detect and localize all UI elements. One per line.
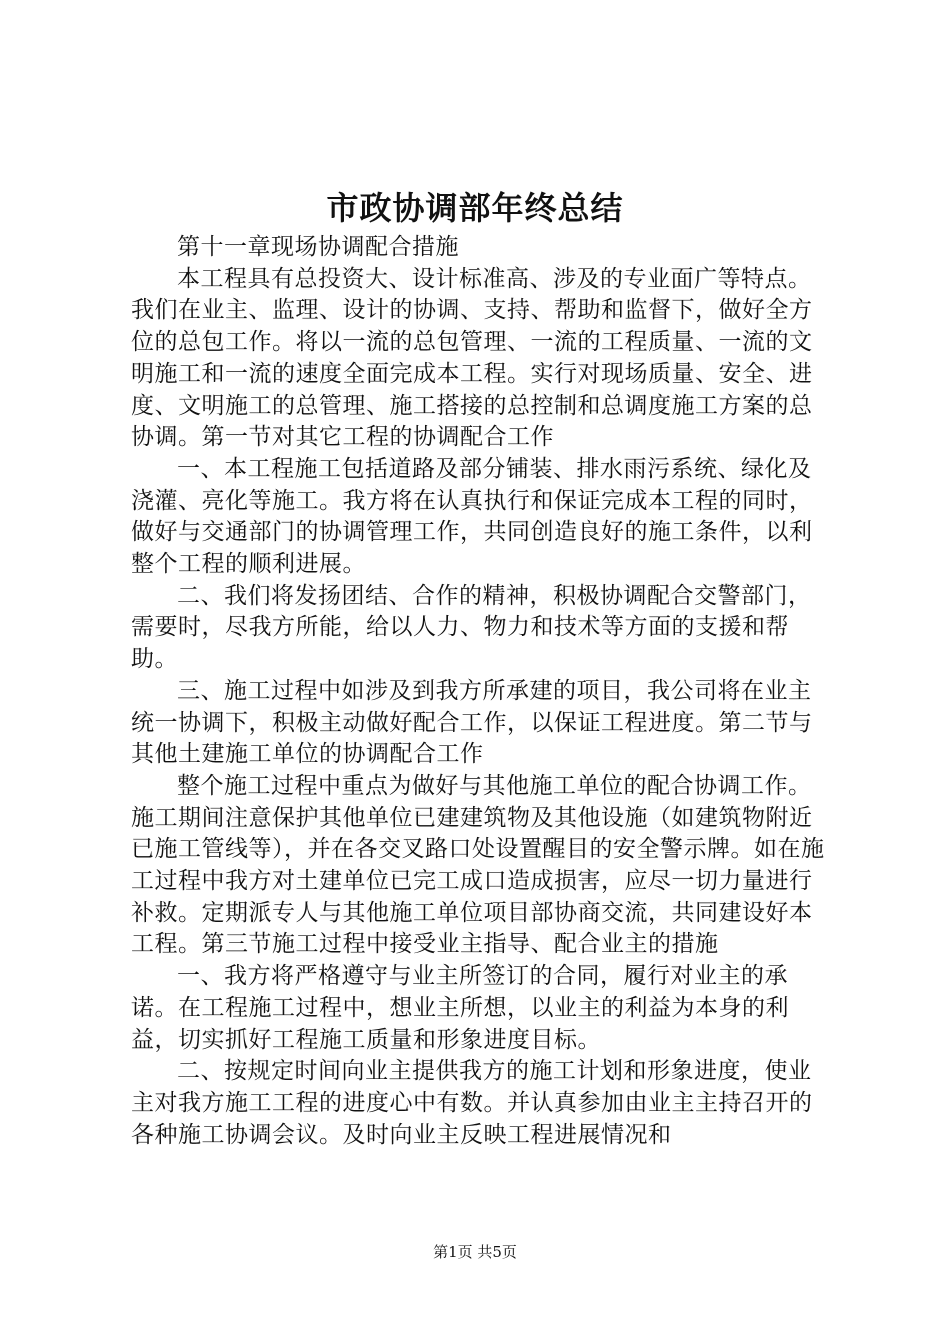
paragraph: 一、本工程施工包括道路及部分铺装、排水雨污系统、绿化及浇灌、亮化等施工。我方将在认真执行和保证完成本工程的同时，做好与交通部门的协调管理工作，共同创造良好的施工条件，以利整个工程的顺利进展。 <box>131 455 813 578</box>
paragraph: 第十一章现场协调配合措施 <box>177 234 459 260</box>
paragraph: 三、施工过程中如涉及到我方所承建的项目，我公司将在业主统一协调下，积极主动做好配合工作，以保证工程进度。第二节与其他土建施工单位的协调配合工作 <box>131 677 813 768</box>
paragraph: 本工程具有总投资大、设计标准高、涉及的专业面广等特点。我们在业主、监理、设计的协调、支持、帮助和监督下，做好全方位的总包工作。将以一流的总包管理、一流的工程质量、一流的文明施工和一流的速度全面完成本工程。实行对现场质量、安全、进度、文明施工的总管理、施工搭接的总控制和总调度施工方案的总协调。第一节对其它工程的协调配合工作 <box>131 265 813 451</box>
paragraph: 一、我方将严格遵守与业主所签订的合同，履行对业主的承诺。在工程施工过程中，想业主所想，以业主的利益为本身的利益，切实抓好工程施工质量和形象进度目标。 <box>131 963 789 1053</box>
document-body <box>131 232 831 1151</box>
document-title: 市政协调部年终总结 <box>326 189 624 227</box>
paragraph: 二、我们将发扬团结、合作的精神，积极协调配合交警部门，需要时，尽我方所能，给以人力、物力和技术等方面的支援和帮助。 <box>131 582 812 673</box>
page-footer: 第1页 共5页 <box>433 1243 517 1261</box>
paragraph: 二、按规定时间向业主提供我方的施工计划和形象进度，使业主对我方施工工程的进度心中有数。并认真参加由业主主持召开的各种施工协调会议。及时向业主反映工程进展情况和 <box>131 1058 813 1148</box>
paragraph: 整个施工过程中重点为做好与其他施工单位的配合协调工作。施工期间注意保护其他单位已建建筑物及其他设施（如建筑物附近已施工管线等），并在各交叉路口处设置醒目的安全警示牌。如在施工过程中我方对土建单位已完工成口造成损害，应尽一切力量进行补救。定期派专人与其他施工单位项目部协商交流，共同建设好本工程。第三节施工过程中接受业主指导、配合业主的措施 <box>131 772 825 958</box>
